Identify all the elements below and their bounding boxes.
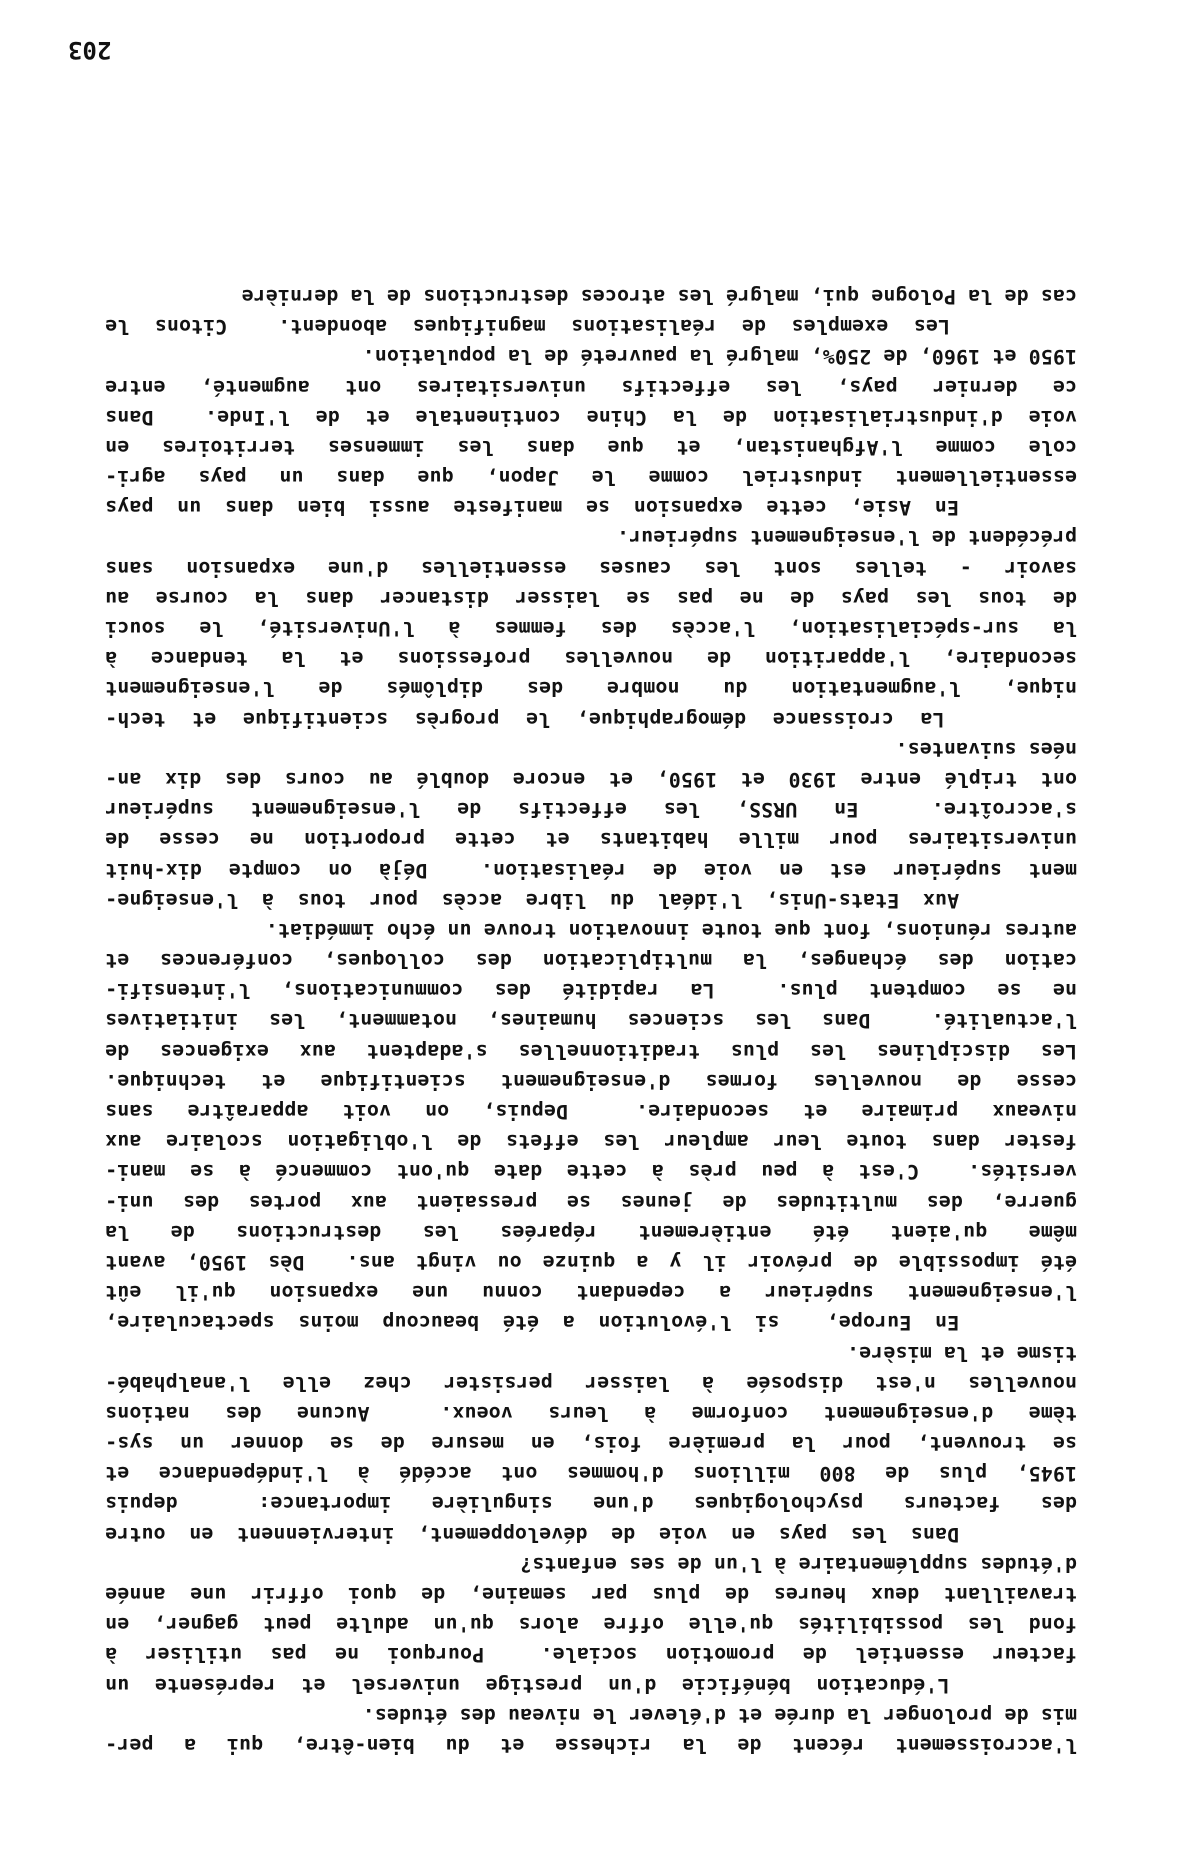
text-line: guerre, des multitudes de jeunes se pressaient aux portes des uni- xyxy=(105,1190,1077,1214)
text-line: ont triplé entre 1930 et 1950, et encore doublé au cours des dix an- xyxy=(105,768,1077,791)
page-number: 203 xyxy=(68,36,112,64)
text-line: l'actualité. Dans les sciences humaines, notamment, les initiatives xyxy=(105,1009,1077,1033)
paragraph xyxy=(105,1549,1077,1700)
text-line: cesse de nouvelles formes d'enseignement scientifique et technique. xyxy=(105,1069,1077,1093)
text-line: niveaux primaire et secondaire. Depuis, on voit apparaître sans xyxy=(105,1100,1077,1124)
text-line: tème d'enseignement conforme à leurs voeux. Aucune des nations xyxy=(105,1401,1077,1425)
text-line: La croissance démographique, le progrès scientifique et tech- xyxy=(105,707,1077,731)
text-line: ce dernier pays, les effectifs universitaires ont augmenté, entre xyxy=(105,375,1077,399)
text-line: mis de prolonger la durée et d'élever le niveau des études. xyxy=(362,1703,1077,1727)
body-text xyxy=(105,281,1077,1760)
text-line: essentiellement industriel comme le Japon, que dans un pays agri- xyxy=(105,466,1077,490)
text-line: versités. C'est à peu près à cette date qu'ont commencé à se mani- xyxy=(105,1160,1077,1184)
text-line: Les disciplines les plus traditionnelles s'adaptent aux exigences de xyxy=(105,1039,1077,1063)
text-line: Les exemples de réalisations magnifiques abondent. Citons le xyxy=(105,315,1077,339)
text-line: L'éducation bénéficie d'un prestige universel et représente un xyxy=(105,1673,1077,1697)
text-line: savoir - telles sont les causes essentielles d'une expansion sans xyxy=(105,556,1077,580)
text-line: s'accroître. En URSS, les effectifs de l'enseignement supérieur xyxy=(105,798,1077,822)
text-line: Aux Etats-Unis, l'idéal du libre accès pour tous à l'enseigne- xyxy=(105,888,1077,912)
text-line: En Asie, cette expansion se manifeste aussi bien dans un pays xyxy=(105,496,1077,520)
text-line: tisme et la misère. xyxy=(846,1341,1077,1365)
text-line: nique, l'augmentation du nombre des diplômés de l'enseignement xyxy=(105,677,1077,701)
text-line: été impossible de prévoir il y a quinze ou vingt ans. Dès 1950, avant xyxy=(105,1251,1077,1274)
text-line: universitaires pour mille habitants et cette proportion ne cesse de xyxy=(105,828,1077,852)
text-line: la sur-spécialisation, l'accès des femmes à l'Université, le souci xyxy=(105,617,1077,641)
text-line: voie d'industrialisation de la Chine continentale et de l'Inde. Dans xyxy=(105,405,1077,429)
text-line: d'études supplémentaire à l'un de ses enfants? xyxy=(519,1552,1077,1576)
text-line: ment supérieur est en voie de réalisation. Déjà on compte dix-huit xyxy=(105,858,1077,882)
text-line: facteur essentiel de promotion sociale. Pourquoi ne pas utiliser à xyxy=(105,1643,1077,1667)
text-line: fond les possibilités qu'elle offre alors qu'un adulte peut gagner, en xyxy=(105,1613,1077,1637)
paragraph xyxy=(105,341,1077,522)
text-line: précédent de l'enseignement supérieur. xyxy=(616,526,1077,550)
text-line: nouvelles n'est disposée à laisser persister chez elle l'analphabé- xyxy=(105,1371,1077,1395)
text-line: nées suivantes. xyxy=(895,737,1077,761)
text-line: des facteurs psychologiques d'une singulière importance: depuis xyxy=(105,1492,1077,1516)
paragraph xyxy=(105,281,1077,341)
text-line: fester dans toute leur ampleur les effets de l'obligation scolaire aux xyxy=(105,1130,1077,1154)
paragraph xyxy=(105,915,1077,1338)
text-line: En Europe, si l'évolution a été beaucoup moins spectaculaire, xyxy=(105,1311,1077,1335)
paragraph xyxy=(105,734,1077,915)
paragraph xyxy=(105,1337,1077,1548)
text-line: Dans les pays en voie de développement, interviennent en outre xyxy=(105,1522,1077,1546)
text-line: l'accroissement récent de la richesse et du bien-être, qui a per- xyxy=(105,1734,1077,1757)
text-line: cation des échanges, la multiplication des colloques, conférences et xyxy=(105,949,1077,973)
text-line: secondaire, l'apparition de nouvelles professions et la tendance à xyxy=(105,647,1077,671)
text-line: 1945, plus de 800 millions d'hommes ont accédé à l'indépendance et xyxy=(105,1462,1077,1486)
paragraph xyxy=(105,1700,1077,1760)
text-line: se trouvent, pour la première fois, en mesure de se donner un sys- xyxy=(105,1432,1077,1456)
text-line: travaillant deux heures de plus par semaine, de quoi offrir une année xyxy=(105,1583,1077,1607)
text-line: cas de la Pologne qui, malgré les atroces destructions de la dernière xyxy=(241,285,1077,308)
text-line: 1950 et 1960, de 250%, malgré la pauvreté de la population. xyxy=(362,345,1077,369)
text-line: ne se comptent plus. La rapidité des communications, l'intensifi- xyxy=(105,979,1077,1003)
text-line: cole comme l'Afghanistan, et que dans les immenses territoires en xyxy=(105,435,1077,459)
paragraph xyxy=(105,522,1077,733)
text-line: de tous les pays de ne pas se laisser distancer dans la course au xyxy=(105,586,1077,610)
text-line: autres réunions, font que toute innovation trouve un écho immédiat. xyxy=(265,918,1077,942)
text-line: l'enseignement supérieur a cependant connu une expansion qu'il eût xyxy=(105,1281,1077,1305)
text-line: même qu'aient été entièrement réparées les destructions de la xyxy=(105,1220,1077,1244)
